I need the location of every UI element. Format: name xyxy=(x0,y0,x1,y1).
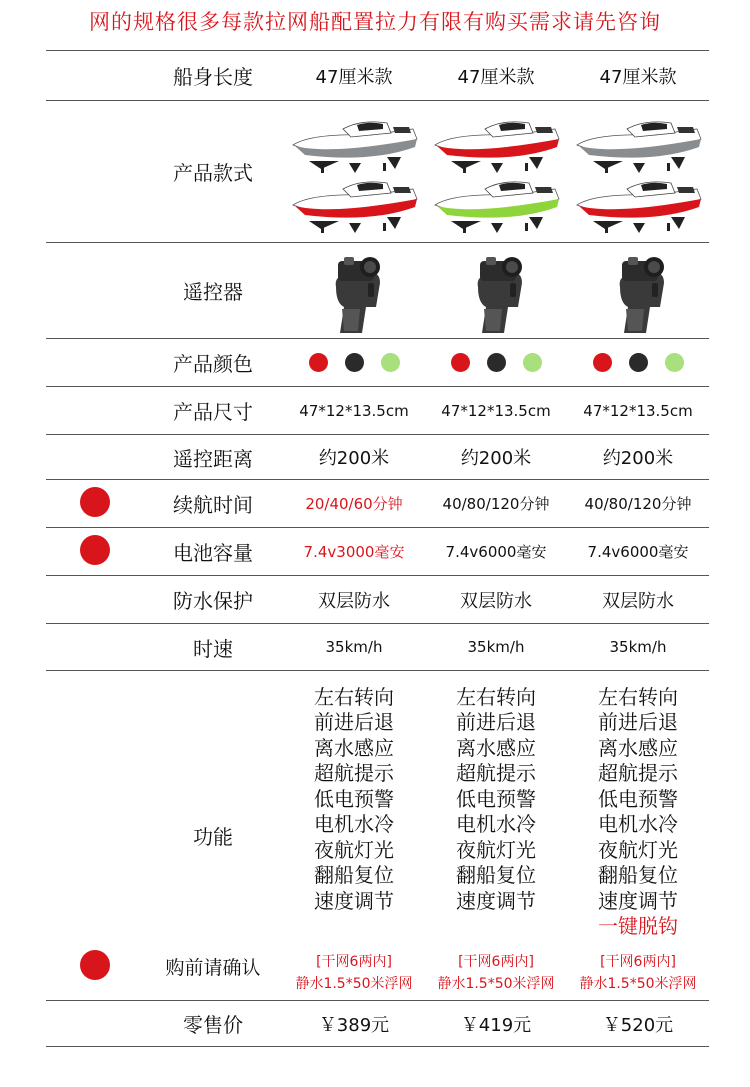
marker-cell xyxy=(46,339,143,387)
row-label: 时速 xyxy=(143,624,283,671)
color-dot-red xyxy=(309,353,328,372)
net-note: [干网6两内] xyxy=(458,953,534,970)
feature-item: 夜航灯光 xyxy=(456,837,536,862)
row-label: 遥控器 xyxy=(143,243,283,339)
water-cell: 双层防水 xyxy=(567,576,709,624)
confirm-label: 购前请确认 xyxy=(165,956,261,979)
comparison-table xyxy=(46,50,709,1047)
length-cell: 47厘米款 xyxy=(567,51,709,101)
feature-item: 翻船复位 xyxy=(456,863,536,887)
feature-item: 超航提示 xyxy=(456,761,536,785)
row-length xyxy=(46,51,709,101)
remote-image-cell xyxy=(567,243,709,339)
remote-controller-image xyxy=(598,247,678,335)
marker-cell xyxy=(46,671,143,1001)
row-label: 遥控距离 xyxy=(143,435,283,480)
battery-cell: 7.4v6000毫安 xyxy=(425,528,567,576)
marker-cell xyxy=(46,624,143,671)
row-speed xyxy=(46,624,709,671)
row-label: 续航时间 xyxy=(143,480,283,528)
marker-cell xyxy=(46,51,143,101)
size-cell: 47*12*13.5cm xyxy=(425,387,567,435)
row-label: 电池容量 xyxy=(143,528,283,576)
feature-item: 左右转向 xyxy=(314,684,394,709)
color-dot-red xyxy=(593,353,612,372)
net-note: [干网6两内] xyxy=(316,953,392,970)
feature-item: 超航提示 xyxy=(598,761,678,785)
color-swatches-cell xyxy=(283,339,425,387)
length-cell: 47厘米款 xyxy=(425,51,567,101)
remote-image-cell xyxy=(283,243,425,339)
speed-cell: 35km/h xyxy=(283,624,425,671)
row-label: 产品款式 xyxy=(143,101,283,243)
price-cell: ￥520元 xyxy=(567,1001,709,1047)
length-cell: 47厘米款 xyxy=(283,51,425,101)
color-dot-green xyxy=(665,353,684,372)
features-cell xyxy=(425,671,567,1001)
remote-image-cell xyxy=(425,243,567,339)
feature-item: 低电预警 xyxy=(598,786,678,811)
features-cell xyxy=(567,671,709,1001)
marker-cell xyxy=(46,387,143,435)
marker-cell xyxy=(46,480,143,528)
row-water xyxy=(46,576,709,624)
row-label: 船身长度 xyxy=(143,51,283,101)
size-cell: 47*12*13.5cm xyxy=(567,387,709,435)
net-note: [干网6两内] xyxy=(600,953,676,970)
feature-item: 电机水冷 xyxy=(598,812,678,836)
red-bullet-marker xyxy=(80,535,110,565)
marker-cell xyxy=(46,435,143,480)
color-swatches-cell xyxy=(567,339,709,387)
range-cell: 约200米 xyxy=(425,435,567,480)
row-range xyxy=(46,435,709,480)
row-features xyxy=(46,671,709,1001)
row-battery xyxy=(46,528,709,576)
feature-item: 夜航灯光 xyxy=(598,837,678,862)
row-label: 产品颜色 xyxy=(143,339,283,387)
header-banner: 网的规格很多每款拉网船配置拉力有限有购买需求请先咨询 xyxy=(89,10,661,34)
price-cell: ￥419元 xyxy=(425,1001,567,1047)
range-cell: 约200米 xyxy=(567,435,709,480)
feature-item: 夜航灯光 xyxy=(314,837,394,862)
feature-item: 低电预警 xyxy=(456,786,536,811)
color-dot-green xyxy=(381,353,400,372)
speed-cell: 35km/h xyxy=(425,624,567,671)
endurance-cell: 20/40/60分钟 xyxy=(283,480,425,528)
color-dot-red xyxy=(451,353,470,372)
feature-item: 左右转向 xyxy=(598,684,678,709)
color-dot-black xyxy=(629,353,648,372)
feature-item: 翻船复位 xyxy=(598,863,678,887)
feature-item: 离水感应 xyxy=(456,735,536,760)
row-remote xyxy=(46,243,709,339)
color-dot-black xyxy=(345,353,364,372)
row-size xyxy=(46,387,709,435)
feature-item: 速度调节 xyxy=(598,888,678,913)
feature-item: 离水感应 xyxy=(314,735,394,760)
features-label-cell xyxy=(143,671,283,1001)
red-bullet-marker xyxy=(80,487,110,517)
remote-controller-image xyxy=(456,247,536,335)
feature-item: 速度调节 xyxy=(314,888,394,913)
color-swatches-cell xyxy=(425,339,567,387)
color-dot-black xyxy=(487,353,506,372)
net-spec: 静水1.5*50米浮网 xyxy=(579,975,697,992)
feature-item: 速度调节 xyxy=(456,888,536,913)
feature-item: 低电预警 xyxy=(314,786,394,811)
row-label: 产品尺寸 xyxy=(143,387,283,435)
row-color xyxy=(46,339,709,387)
price-cell: ￥389元 xyxy=(283,1001,425,1047)
marker-cell xyxy=(46,528,143,576)
features-cell xyxy=(283,671,425,1001)
boat-image-cell xyxy=(425,101,567,243)
size-cell: 47*12*13.5cm xyxy=(283,387,425,435)
row-label: 功能 xyxy=(193,824,233,849)
feature-item-highlight: 一键脱钩 xyxy=(598,914,678,938)
marker-cell xyxy=(46,576,143,624)
feature-item: 超航提示 xyxy=(314,761,394,785)
marker-cell xyxy=(46,243,143,339)
feature-item: 离水感应 xyxy=(598,735,678,760)
marker-cell xyxy=(46,1001,143,1047)
feature-item: 前进后退 xyxy=(314,710,394,734)
boat-image-cell xyxy=(283,101,425,243)
row-price xyxy=(46,1001,709,1047)
boat-image xyxy=(573,109,703,234)
battery-cell: 7.4v3000毫安 xyxy=(283,528,425,576)
speed-cell: 35km/h xyxy=(567,624,709,671)
remote-controller-image xyxy=(314,247,394,335)
boat-image xyxy=(289,109,419,234)
row-label: 零售价 xyxy=(143,1001,283,1047)
feature-item: 前进后退 xyxy=(598,710,678,734)
marker-cell xyxy=(46,101,143,243)
range-cell: 约200米 xyxy=(283,435,425,480)
net-spec: 静水1.5*50米浮网 xyxy=(295,975,413,992)
row-label: 防水保护 xyxy=(143,576,283,624)
water-cell: 双层防水 xyxy=(425,576,567,624)
battery-cell: 7.4v6000毫安 xyxy=(567,528,709,576)
endurance-cell: 40/80/120分钟 xyxy=(567,480,709,528)
feature-item: 翻船复位 xyxy=(314,863,394,887)
net-spec: 静水1.5*50米浮网 xyxy=(437,975,555,992)
water-cell: 双层防水 xyxy=(283,576,425,624)
color-dot-green xyxy=(523,353,542,372)
boat-image-cell xyxy=(567,101,709,243)
feature-item: 左右转向 xyxy=(456,684,536,709)
red-bullet-marker xyxy=(80,950,110,980)
endurance-cell: 40/80/120分钟 xyxy=(425,480,567,528)
boat-image xyxy=(431,109,561,234)
feature-item: 电机水冷 xyxy=(456,812,536,836)
row-endurance xyxy=(46,480,709,528)
feature-item: 电机水冷 xyxy=(314,812,394,836)
feature-item: 前进后退 xyxy=(456,710,536,734)
row-style xyxy=(46,101,709,243)
